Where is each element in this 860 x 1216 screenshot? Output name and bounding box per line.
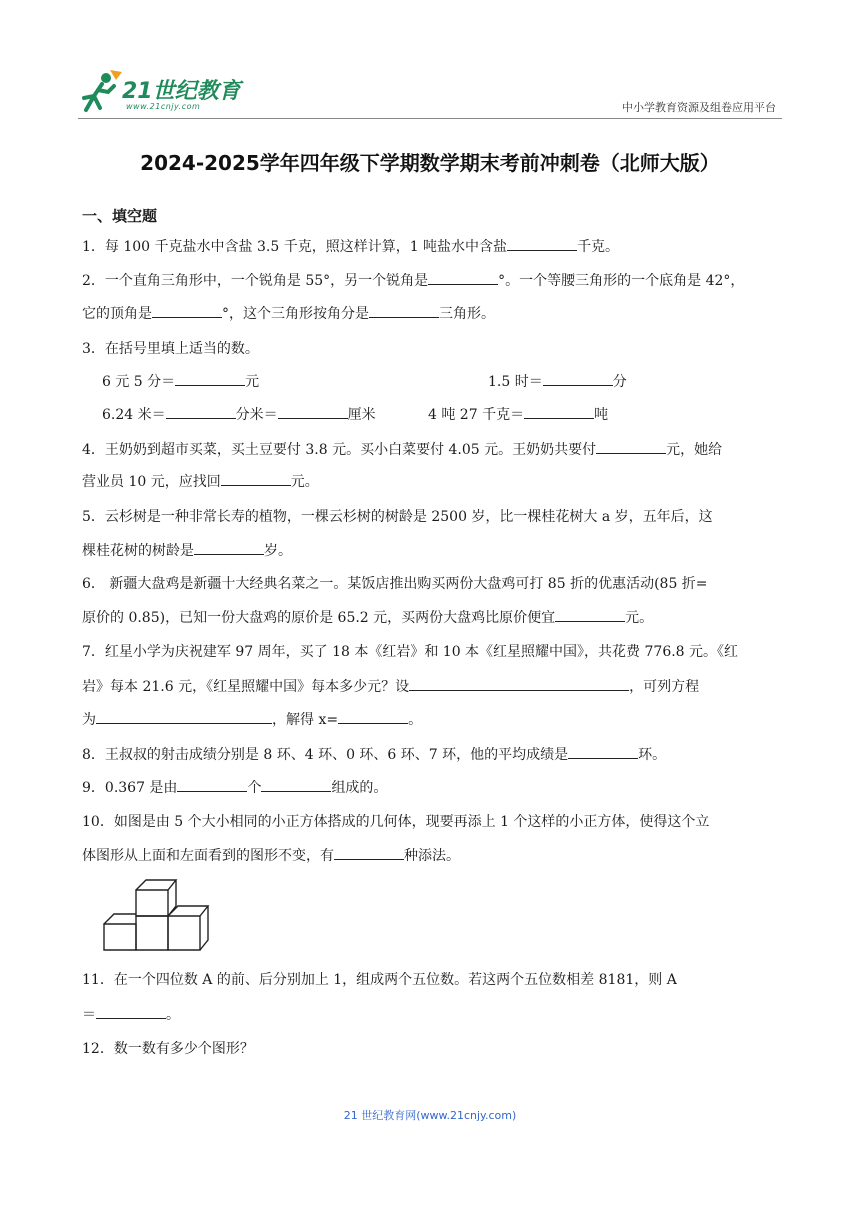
answer-blank[interactable]	[334, 845, 404, 860]
q5-text: 5．云杉树是一种非常长寿的植物，一棵云杉树的树龄是 2500 岁，比一棵桂花树大 a 岁，五年后，这	[82, 509, 713, 525]
question-10	[82, 812, 782, 832]
answer-blank[interactable]	[221, 471, 291, 486]
q9-text-3: 组成的。	[331, 780, 388, 796]
q2-text-4: °，这个三角形按角分是	[222, 306, 369, 322]
q1-unit: 千克。	[577, 239, 620, 255]
question-2-line-2	[82, 303, 782, 324]
answer-blank[interactable]	[507, 236, 577, 251]
q4-text-4: 元。	[290, 474, 319, 490]
header-divider	[78, 118, 782, 119]
answer-blank[interactable]	[278, 404, 348, 419]
question-10-line-2	[82, 845, 782, 866]
question-1	[82, 236, 782, 257]
page-title: 2024-2025学年四年级下学期数学期末考前冲刺卷（北师大版）	[140, 151, 720, 175]
question-3-row-1b	[488, 371, 688, 392]
q3-unit: 分米＝	[235, 407, 278, 423]
question-9	[82, 777, 782, 798]
answer-blank[interactable]	[175, 371, 245, 386]
q7-text-5: ，解得 x=	[272, 712, 339, 728]
q7-text-6: 。	[408, 712, 423, 728]
logo-url: www.21cnjy.com	[126, 102, 201, 111]
answer-blank[interactable]	[177, 777, 247, 792]
section-heading: 一、填空题	[82, 207, 158, 225]
q12-text: 12．数一数有多少个图形？	[82, 1041, 254, 1057]
question-3-row-1	[102, 371, 802, 392]
question-6	[82, 574, 782, 594]
q7-text-3: ，可列方程	[629, 679, 700, 695]
q3-unit: 厘米	[347, 407, 376, 423]
q11-text-3: 。	[166, 1007, 180, 1023]
q11-text-2: ＝	[82, 1007, 96, 1023]
answer-blank[interactable]	[524, 404, 594, 419]
q6-text: 6． 新疆大盘鸡是新疆十大经典名菜之一。某饭店推出购买两份大盘鸡可打 85 折的优惠活动(85 折=	[82, 576, 708, 592]
q6-text-2: 原价的 0.85)，已知一份大盘鸡的原价是 65.2 元，买两份大盘鸡比原价便宜	[82, 610, 556, 626]
q10-text-3: 种添法。	[404, 848, 460, 864]
question-2	[82, 270, 782, 291]
question-3	[82, 339, 782, 359]
q3-unit: 吨	[594, 407, 609, 423]
answer-blank[interactable]	[152, 303, 222, 318]
cube-figure	[100, 876, 210, 956]
q3-item: 6.24 米＝	[102, 407, 166, 423]
q3-item: 4 吨 27 千克＝	[428, 407, 525, 423]
answer-blank[interactable]	[596, 439, 666, 454]
question-12	[82, 1039, 782, 1059]
q3-item: 6 元 5 分＝	[102, 374, 176, 390]
q1-text: 1．每 100 千克盐水中含盐 3.5 千克，照这样计算，1 吨盐水中含盐	[82, 239, 508, 255]
question-7-line-2	[82, 676, 782, 697]
question-7	[82, 642, 782, 662]
logo-text: 21世纪教育	[122, 79, 241, 104]
question-5-line-2	[82, 540, 782, 561]
q2-text-3: 它的顶角是	[82, 306, 152, 322]
question-7-line-3	[82, 709, 782, 730]
q7-text: 7．红星小学为庆祝建军 97 周年，买了 18 本《红岩》和 10 本《红星照耀中国》，共花费 776.8 元。《红	[82, 644, 739, 660]
q5-text-3: 岁。	[264, 543, 292, 559]
question-4-line-2	[82, 471, 782, 492]
answer-blank[interactable]	[166, 404, 236, 419]
q4-text: 4．王奶奶到超市买菜，买土豆要付 3.8 元。买小白菜要付 4.05 元。王奶奶共要付	[82, 442, 597, 458]
q8-text: 8．王叔叔的射击成绩分别是 8 环、4 环、0 环、6 环、7 环，他的平均成绩是	[82, 747, 569, 763]
question-4	[82, 439, 782, 460]
q7-text-2: 岩》每本 21.6 元，《红星照耀中国》每本多少元？设	[82, 679, 410, 695]
q3-unit: 元	[245, 374, 260, 390]
answer-blank[interactable]	[555, 607, 625, 622]
q3-item: 1.5 时＝	[488, 374, 543, 390]
q2-text-2: °。一个等腰三角形的一个底角是 42°，	[498, 273, 745, 289]
q10-text: 10．如图是由 5 个大小相同的小正方体搭成的几何体，现要再添上 1 个这样的小正方体，使得这个立	[82, 814, 710, 830]
answer-blank[interactable]	[428, 270, 498, 285]
q11-text: 11．在一个四位数 A 的前、后分别加上 1，组成两个五位数。若这两个五位数相差 8181，则 A	[82, 972, 677, 988]
question-11-line-2	[82, 1004, 782, 1025]
answer-blank[interactable]	[409, 676, 629, 691]
site-logo	[80, 68, 250, 116]
answer-blank[interactable]	[96, 709, 272, 724]
answer-blank[interactable]	[194, 540, 264, 555]
question-5	[82, 507, 782, 527]
q8-text-2: 环。	[638, 747, 667, 763]
page-header	[0, 0, 860, 120]
q3-text: 3．在括号里填上适当的数。	[82, 341, 259, 357]
question-6-line-2	[82, 607, 782, 628]
q9-text-2: 个	[247, 780, 262, 796]
q2-text: 2．一个直角三角形中，一个锐角是 55°，另一个锐角是	[82, 273, 429, 289]
q9-text: 9．0.367 是由	[82, 780, 178, 796]
q5-text-2: 棵桂花树的树龄是	[82, 543, 194, 559]
question-8	[82, 744, 782, 765]
answer-blank[interactable]	[261, 777, 331, 792]
platform-tagline: 中小学教育资源及组卷应用平台	[622, 101, 776, 114]
answer-blank[interactable]	[369, 303, 439, 318]
q10-text-2: 体图形从上面和左面看到的图形不变，有	[82, 848, 334, 864]
page-footer[interactable]: 21 世纪教育网(www.21cnjy.com)	[343, 1109, 517, 1122]
answer-blank[interactable]	[96, 1004, 166, 1019]
answer-blank[interactable]	[543, 371, 613, 386]
question-3-row-2b	[428, 404, 688, 425]
q6-text-3: 元。	[625, 610, 654, 626]
question-11	[82, 970, 782, 990]
q7-text-4: 为	[82, 712, 96, 728]
answer-blank[interactable]	[568, 744, 638, 759]
runner-icon	[80, 68, 124, 114]
q4-text-3: 营业员 10 元，应找回	[82, 474, 221, 490]
q4-text-2: 元，她给	[666, 442, 723, 458]
answer-blank[interactable]	[338, 709, 408, 724]
q2-text-5: 三角形。	[439, 306, 495, 322]
q3-unit: 分	[612, 374, 627, 390]
